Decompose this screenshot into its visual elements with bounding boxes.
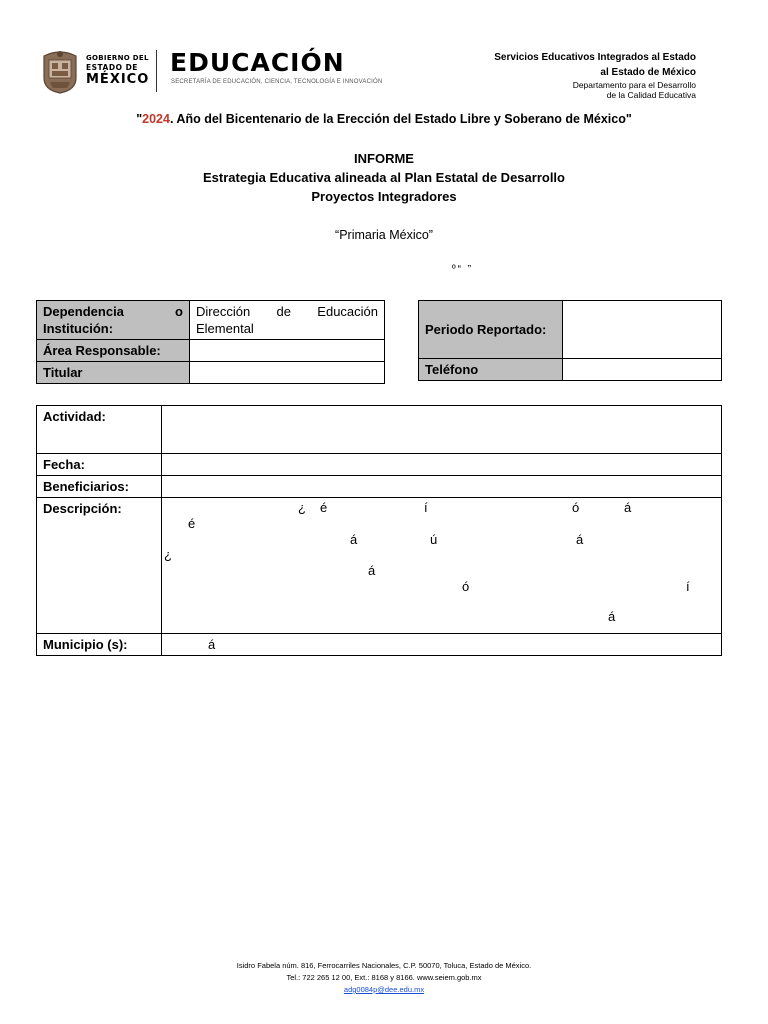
seiem-line1: Servicios Educativos Integrados al Estado	[494, 52, 696, 63]
descripcion-glyph: ó	[572, 500, 580, 515]
seiem-header	[494, 51, 696, 100]
actividad-value[interactable]	[162, 406, 722, 454]
descripcion-glyph: ú	[430, 532, 438, 547]
dependencia-label: Dependencia o Institución:	[37, 301, 190, 340]
area-value[interactable]	[190, 340, 385, 362]
stray-marks: º“ ”	[452, 264, 474, 275]
municipio-label: Municipio (s):	[37, 634, 162, 656]
titular-label: Titular	[37, 362, 190, 384]
period-table	[418, 300, 722, 381]
estado-de-mexico-seal-icon	[40, 48, 80, 94]
dept-line2: de la Calidad Educativa	[606, 90, 696, 101]
footer	[0, 960, 768, 996]
gobierno-logo-text	[86, 55, 149, 86]
school-name: “Primaria México”	[335, 228, 433, 242]
descripcion-glyph: í	[686, 579, 690, 594]
title-proyectos: Proyectos Integradores	[311, 189, 457, 204]
footer-email-link[interactable]: adg0084p@dee.edu.mx	[343, 985, 425, 994]
logo-divider	[156, 50, 157, 92]
beneficiarios-label: Beneficiarios:	[37, 476, 162, 498]
descripcion-glyph: á	[576, 532, 584, 547]
descripcion-glyph: á	[608, 609, 616, 624]
descripcion-glyph: ¿	[298, 500, 306, 515]
footer-address: Isidro Fabela núm. 816, Ferrocarriles Nacionales, C.P. 50070, Toluca, Estado de México.	[236, 961, 532, 970]
periodo-value[interactable]	[563, 301, 722, 359]
gob-line2: ESTADO DE	[86, 63, 138, 72]
municipio-value[interactable]: á	[162, 634, 722, 656]
activity-table	[36, 405, 722, 656]
motto	[0, 112, 768, 126]
descripcion-glyph: ¿	[164, 547, 172, 562]
motto-open: "	[136, 112, 143, 126]
area-label: Área Responsable:	[37, 340, 190, 362]
telefono-value[interactable]	[563, 359, 722, 381]
title-estrategia: Estrategia Educativa alineada al Plan Estatal de Desarrollo	[203, 170, 565, 185]
titular-value[interactable]	[190, 362, 385, 384]
descripcion-glyphs	[162, 498, 721, 633]
fecha-value[interactable]	[162, 454, 722, 476]
report-titles	[0, 149, 768, 206]
gob-line3: MÉXICO	[86, 71, 150, 87]
descripcion-glyph: á	[350, 532, 358, 547]
actividad-label: Actividad:	[37, 406, 162, 454]
descripcion-glyph: é	[320, 500, 328, 515]
beneficiarios-value[interactable]	[162, 476, 722, 498]
institution-table	[36, 300, 385, 384]
periodo-label: Periodo Reportado:	[419, 301, 563, 359]
dept-line1: Departamento para el Desarrollo	[572, 80, 696, 90]
motto-year: 2024	[142, 112, 170, 126]
telefono-label: Teléfono	[419, 359, 563, 381]
footer-phone: Tel.: 722 265 12 00, Ext.: 8168 y 8166. www.seiem.gob.mx	[286, 973, 482, 982]
dependencia-value[interactable]: Dirección de Educación Elemental	[190, 301, 385, 340]
seiem-line2: al Estado de México	[600, 66, 696, 78]
motto-text: . Año del Bicentenario de la Erección del Estado Libre y Soberano de México"	[169, 112, 632, 126]
descripcion-glyph: ó	[462, 579, 470, 594]
educacion-subtitle: SECRETARÍA DE EDUCACIÓN, CIENCIA, TECNOLOGÍA E INNOVACIÓN	[171, 79, 383, 85]
gob-line1: GOBIERNO DEL	[86, 54, 149, 62]
descripcion-glyph: í	[424, 500, 428, 515]
title-informe: INFORME	[354, 151, 414, 166]
descripcion-glyph: á	[368, 563, 376, 578]
descripcion-label: Descripción:	[37, 498, 162, 634]
descripcion-value[interactable]	[162, 498, 722, 634]
educacion-title: EDUCACIÓN	[170, 48, 345, 77]
descripcion-glyph: á	[624, 500, 632, 515]
fecha-label: Fecha:	[37, 454, 162, 476]
descripcion-glyph: é	[188, 516, 196, 531]
